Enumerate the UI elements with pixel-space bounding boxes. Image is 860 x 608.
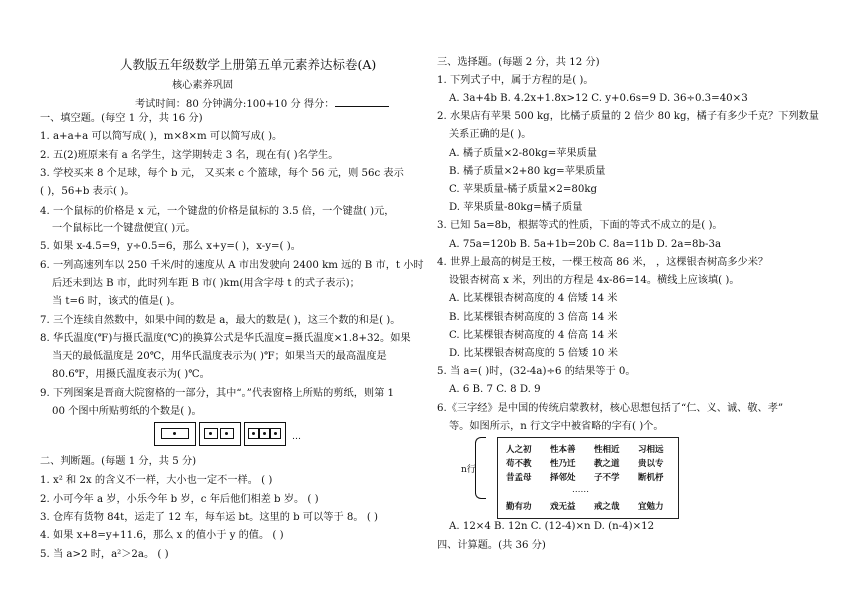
sz-word: 习相远	[638, 445, 664, 455]
choice-q6-line1: 6.《三字经》是中国的传统启蒙教材，核心思想包括了“仁、义、诚、敬、孝”	[437, 403, 784, 414]
sz-word: 贵以专	[638, 459, 664, 469]
sz-word: 性相近	[594, 445, 620, 455]
choice-q4-option-d: D. 比某棵银杏树高度的 5 倍矮 10 米	[449, 348, 618, 359]
sz-word: 人之初	[506, 445, 532, 455]
sz-ellipsis: ……	[572, 485, 589, 495]
sz-word: 戒之哉	[594, 502, 620, 512]
sz-word: 宜勉力	[638, 502, 664, 512]
choice-q2-line1: 2. 水果店有苹果 500 kg，比橘子质量的 2 倍少 80 kg，橘子有多少千克？下列数量	[437, 111, 819, 122]
judge-q5: 5. 当 a>2 时，a²＞2a。 ( )	[40, 549, 169, 560]
choice-q5-options: A. 6 B. 7 C. 8 D. 9	[449, 384, 541, 395]
lattice-ellipsis: …	[292, 432, 301, 442]
choice-q1: 1. 下列式子中，属于方程的是( )。	[437, 75, 594, 86]
san-zi-jing-n-label: n行	[461, 465, 476, 475]
fill-q3-line2: ( )，56+b 表示( )。	[40, 186, 135, 197]
fill-q6-line3: 当 t=6 时，该式的值是( )。	[52, 296, 181, 307]
section-fill-title: 一、填空题。(每空 1 分，共 16 分)	[40, 113, 203, 124]
sz-word: 戏无益	[550, 502, 576, 512]
choice-q2-line2: 关系正确的是( )。	[449, 129, 532, 140]
fill-q3-line1: 3. 学校买来 8 个足球，每个 b 元， 又买来 c 个篮球，每个 56 元，则 56c 表示	[40, 168, 404, 179]
sz-word: 昔孟母	[506, 473, 532, 483]
fill-q8-line1: 8. 华氏温度(℉)与摄氏温度(℃)的换算公式是华氏温度=摄氏温度×1.8+32。如果	[40, 333, 411, 344]
page-subtitle: 核心素养巩固	[172, 80, 234, 91]
lattice-pattern-2	[199, 422, 241, 446]
judge-q1: 1. x² 和 2x 的含义不一样，大小也一定不一样。 ( )	[40, 475, 273, 486]
choice-q4-option-b: B. 比某棵银杏树高度的 3 倍高 14 米	[449, 312, 618, 323]
section-calc-title: 四、计算题。(共 36 分)	[437, 540, 546, 551]
fill-q9-line1: 9. 下列图案是晋商大院窗格的一部分，其中“。”代表窗格上所贴的剪纸，则第 1	[40, 388, 394, 399]
fill-q4-line1: 4. 一个鼠标的价格是 x 元，一个键盘的价格是鼠标的 3.5 倍，一个键盘( )元，	[40, 206, 395, 217]
page-title: 人教版五年级数学上册第五单元素养达标卷(A)	[120, 57, 377, 72]
fill-q8-line3: 80.6℉，用摄氏温度表示为( )℃。	[52, 369, 210, 380]
fill-q5: 5. 如果 x-4.5=9，y÷0.5=6，那么 x+y=( )，x-y=( )。	[40, 241, 301, 252]
sz-word: 子不学	[594, 473, 620, 483]
sz-word: 勤有功	[506, 502, 532, 512]
exam-info-text: 考试时间：80 分钟满分:100+10 分 得分：	[135, 99, 335, 110]
choice-q4-option-a: A. 比某棵银杏树高度的 4 倍矮 14 米	[449, 293, 618, 304]
choice-q3: 3. 已知 5a=8b，根据等式的性质，下面的等式不成立的是( )。	[437, 220, 723, 231]
judge-q2: 2. 小可今年 a 岁，小乐今年 b 岁，c 年后他们相差 b 岁。 ( )	[40, 494, 319, 505]
section-judge-title: 二、判断题。(每题 1 分，共 5 分)	[40, 456, 197, 467]
judge-q4: 4. 如果 x+8=y+11.6，那么 x 的值小于 y 的值。 ( )	[40, 530, 284, 541]
judge-q3: 3. 仓库有货物 84t，运走了 12 车，每车运 bt。这里的 b 可以等于 8。 ( )	[40, 512, 379, 523]
choice-q4-option-c: C. 比某棵银杏树高度的 4 倍高 14 米	[449, 330, 618, 341]
fill-q1: 1. a+a+a 可以简写成( )，m×8×m 可以简写成( )。	[40, 131, 283, 142]
choice-q2-option-a: A. 橘子质量×2-80kg=苹果质量	[449, 148, 597, 159]
choice-q2-option-c: C. 苹果质量-橘子质量×2=80kg	[449, 184, 598, 195]
choice-q6-options: A. 12×4 B. 12n C. (12-4)×n D. (n-4)×12	[449, 521, 655, 532]
choice-q1-options: A. 3a+4b B. 4.2x+1.8x>12 C. y+0.6s=9 D. 36÷0.3=40×3	[449, 93, 748, 104]
fill-q2: 2. 五(2)班原来有 a 名学生，这学期转走 3 名，现在有( )名学生。	[40, 150, 339, 161]
choice-q5: 5. 当 a=( )时，(32-4a)÷6 的结果等于 0。	[437, 366, 636, 377]
san-zi-jing-figure	[497, 437, 679, 519]
sz-word: 性本善	[550, 445, 576, 455]
choice-q4-line1: 4. 世界上最高的树是王桉，一棵王桉高 86 米， ，这棵银杏树高多少米？	[437, 257, 769, 268]
sz-word: 择邻处	[550, 473, 576, 483]
choice-q2-option-d: D. 苹果质量-80kg=橘子质量	[449, 202, 583, 213]
lattice-pattern-3	[244, 422, 286, 446]
sz-word: 断机杼	[638, 473, 664, 483]
score-blank[interactable]	[335, 96, 389, 107]
san-zi-jing-brace	[475, 437, 486, 499]
fill-q7: 7. 三个连续自然数中，如果中间的数是 a，最大的数是( )，这三个数的和是( )。	[40, 315, 401, 326]
fill-q6-line2: 后还未到达 B 市，此时列车距 B 市( )km(用含字母 t 的式子表示)；	[52, 278, 360, 289]
choice-q2-option-b: B. 橘子质量×2+80 kg=苹果质量	[449, 166, 606, 177]
fill-q8-line2: 当天的最低温度是 20℃，用华氏温度表示为( )℉；如果当天的最高温度是	[52, 351, 387, 362]
section-choice-title: 三、选择题。(每题 2 分，共 12 分)	[437, 57, 600, 68]
fill-q9-line2: 00 个图中所贴剪纸的个数是( )。	[52, 406, 202, 417]
fill-q6-line1: 6. 一列高速列车以 250 千米/时的速度从 A 市出发驶向 2400 km 远的 B 市，t 小时	[40, 260, 424, 271]
choice-q6-line2: 等。如图所示，n 行文字中被省略的字有( )个。	[449, 421, 664, 432]
choice-q4-line2: 设银杏树高 x 米，列出的方程是 4x-86=14。横线上应该填( )。	[449, 275, 740, 286]
choice-q3-options: A. 75a=120b B. 5a+1b=20b C. 8a=11b D. 2a=8b-3a	[449, 239, 722, 250]
sz-word: 性乃迁	[550, 459, 576, 469]
exam-info	[135, 96, 389, 112]
fill-q4-line2: 一个鼠标比一个键盘便宜( )元。	[52, 223, 196, 234]
sz-word: 教之道	[594, 459, 620, 469]
lattice-pattern-1	[154, 422, 196, 446]
sz-word: 苟不教	[506, 459, 532, 469]
